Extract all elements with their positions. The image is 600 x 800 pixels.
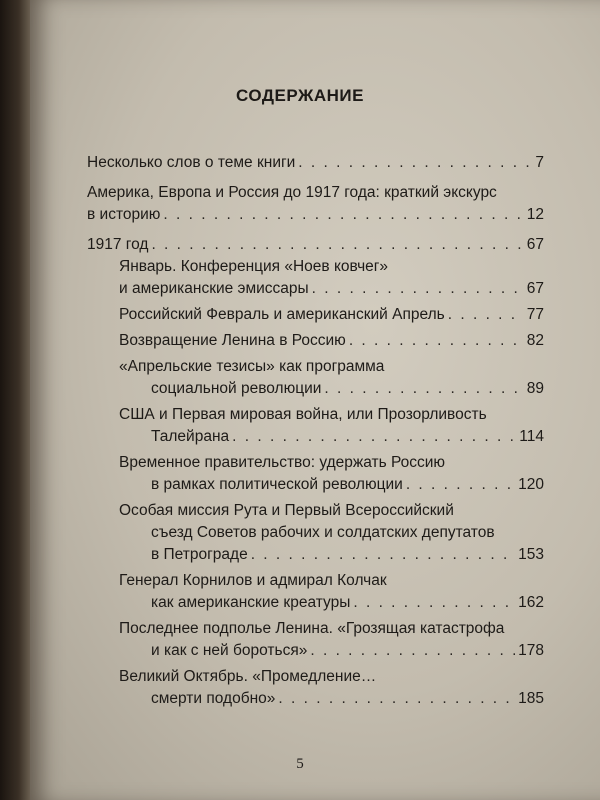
toc-entry: [87, 182, 544, 226]
dot-leader: [349, 330, 524, 352]
dot-leader: [163, 204, 523, 226]
toc-entry-title-cont: смерти подобно»: [151, 690, 276, 707]
toc-entry-page: 89: [526, 380, 544, 397]
toc-subentry: [87, 356, 544, 400]
page-number: 5: [296, 756, 304, 772]
toc-entry-title: Несколько слов о теме книги: [87, 154, 296, 171]
toc-entry-title: Генерал Корнилов и адмирал Колчак: [119, 572, 387, 589]
toc-entry-page: 7: [535, 154, 544, 171]
toc-entry-page: 162: [518, 594, 544, 611]
toc-entry-title-cont: социальной революции: [151, 380, 322, 397]
toc-entry-title: Возвращение Ленина в Россию: [119, 332, 346, 349]
dot-leader: [310, 640, 515, 662]
toc-subentry: [87, 330, 544, 352]
toc-entry-title: Временное правительство: удержать Россию: [119, 454, 446, 471]
toc-subentry: [87, 618, 544, 662]
toc-entry: [87, 152, 544, 174]
dot-leader: [406, 474, 515, 496]
toc-entry-title-cont: в историю: [87, 206, 161, 223]
toc-entry-title-cont: в рамках политической революции: [151, 476, 403, 493]
toc-entry-title: 1917 год: [87, 236, 149, 253]
toc-subentry: [87, 304, 544, 326]
toc-subentry: [87, 404, 544, 448]
toc-entry-title: Особая миссия Рута и Первый Всероссийский: [119, 502, 454, 519]
toc-entry-title-cont: как американские креатуры: [151, 594, 351, 611]
toc-entry-title-cont: и американские эмиссары: [119, 280, 309, 297]
toc-entry-title: «Апрельские тезисы» как программа: [119, 358, 385, 375]
toc-entry-page: 12: [526, 206, 544, 223]
toc-subentry: [87, 570, 544, 614]
toc-entry-title: Российский Февраль и американский Апрель: [119, 306, 445, 323]
dot-leader: [298, 152, 532, 174]
toc-entry-title: Великий Октябрь. «Промедление…: [119, 668, 377, 685]
dot-leader: [151, 234, 523, 256]
toc-subentry: [87, 452, 544, 496]
toc-subentry: [87, 666, 544, 710]
table-of-contents: [87, 152, 544, 710]
toc-entry-page: 178: [518, 642, 544, 659]
toc-entry-page: 185: [518, 690, 544, 707]
toc-entry-page: 67: [526, 280, 544, 297]
dot-leader: [448, 304, 524, 326]
dot-leader: [353, 592, 515, 614]
toc-entry-title: Январь. Конференция «Ноев ковчег»: [119, 258, 389, 275]
toc-entry-title: США и Первая мировая война, или Прозорливость: [119, 406, 487, 423]
toc-entry-page: 114: [519, 428, 544, 445]
book-spine-shadow: [0, 0, 34, 800]
toc-entry-title-cont: Талейрана: [151, 428, 230, 445]
dot-leader: [251, 544, 515, 566]
toc-entry-title-cont: в Петрограде: [151, 546, 248, 563]
toc-heading: СОДЕРЖАНИЕ: [236, 86, 364, 105]
dot-leader: [312, 278, 524, 300]
toc-entry-page: 77: [526, 306, 544, 323]
toc-entry-page: 82: [526, 332, 544, 349]
toc-entry-page: 120: [518, 476, 544, 493]
dot-leader: [232, 426, 516, 448]
toc-entry-page: 67: [526, 236, 544, 253]
toc-entry-title-cont: и как с ней бороться»: [151, 642, 308, 659]
toc-subentry: [87, 500, 544, 566]
dot-leader: [278, 688, 515, 710]
toc-entry: [87, 234, 544, 256]
toc-subentry: [87, 256, 544, 300]
toc-entry-title-cont: съезд Советов рабочих и солдатских депутатов: [151, 524, 495, 541]
toc-entry-page: 153: [518, 546, 544, 563]
toc-entry-title: Последнее подполье Ленина. «Грозящая катастрофа: [119, 620, 505, 637]
toc-entry-title: Америка, Европа и Россия до 1917 года: краткий экскурс: [87, 184, 497, 201]
dot-leader: [324, 378, 523, 400]
